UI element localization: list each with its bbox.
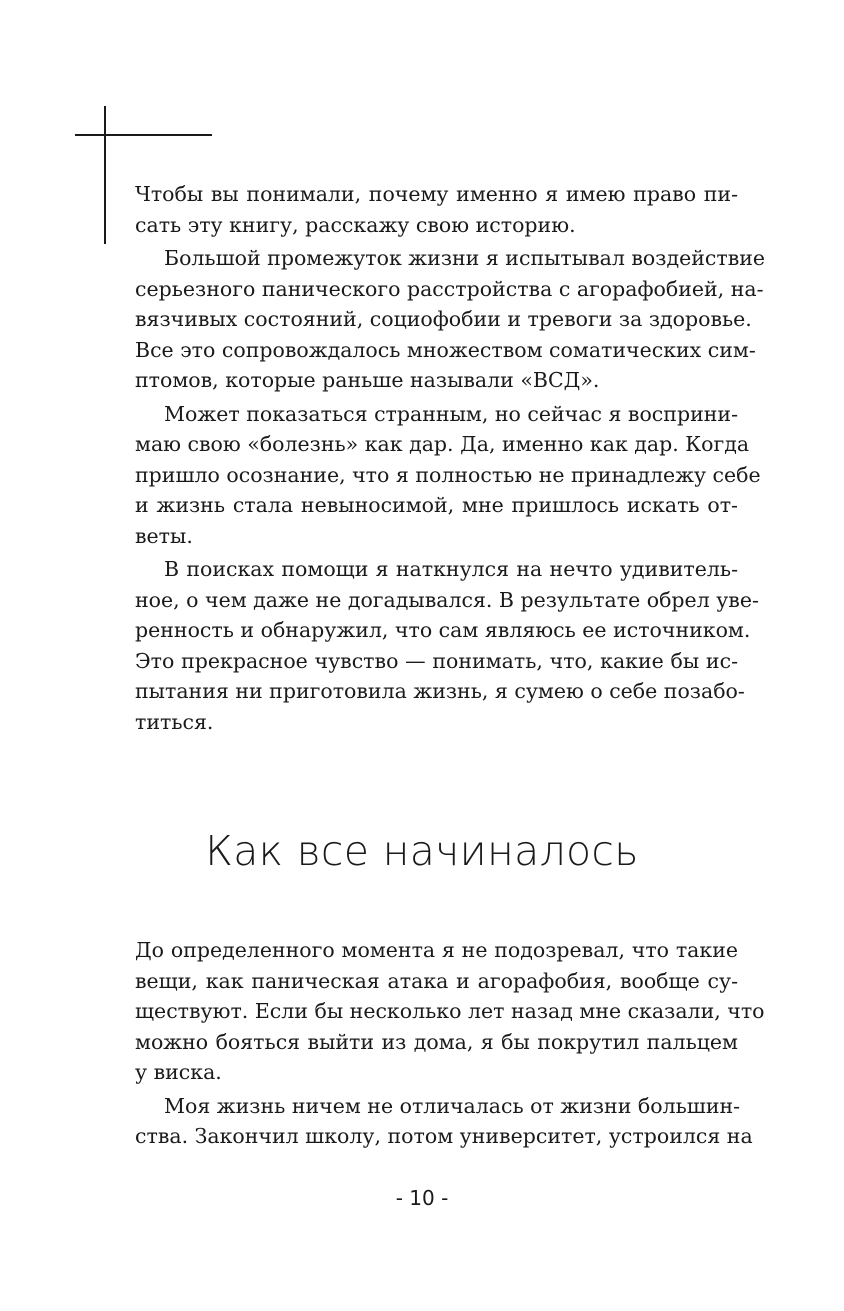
intro-paragraph-2 [135, 243, 766, 396]
text-line: серьезного панического расстройства с агорафобией, на- [135, 276, 764, 301]
text-line: и жизнь стала невыносимой, мне пришлось искать от- [135, 493, 738, 517]
intro-text [135, 179, 766, 740]
chapter-title: Как все начиналось [205, 827, 639, 875]
text-line: можно бояться выйти из дома, я бы покрутил пальцем [135, 1029, 738, 1054]
text-line: вещи, как паническая атака и агорафобия, вообще су- [135, 968, 738, 993]
text-line: сать эту книгу, расскажу свою историю. [135, 212, 576, 237]
text-line: ства. Закончил школу, потом университет, устроился на [135, 1124, 753, 1148]
page-number: - 10 - [395, 1186, 449, 1210]
text-line: Может показаться странным, но сейчас я восприни- [164, 401, 738, 426]
text-line: веты. [135, 523, 193, 548]
text-line: Моя жизнь ничем не отличалась от жизни большин- [164, 1093, 741, 1118]
intro-paragraph-1 [135, 179, 738, 240]
text-line: титься. [135, 709, 214, 734]
intro-paragraph-4 [135, 554, 759, 737]
text-line: у виска. [135, 1060, 222, 1084]
text-line: Большой промежуток жизни я испытывал воздействие [164, 246, 766, 270]
text-line: вязчивых состояний, социофобии и тревоги за здоровье. [135, 307, 752, 331]
crop-mark-horizontal [75, 134, 212, 136]
crop-mark-vertical [104, 106, 106, 244]
chapter-paragraph-1 [135, 935, 765, 1088]
chapter-paragraph-2 [135, 1091, 753, 1152]
text-line: пришло осознание, что я полностью не принадлежу себе [135, 462, 761, 487]
text-line: ренность и обнаружил, что сам являюсь ее источником. [135, 618, 751, 642]
text-line: маю свою «болезнь» как дар. Да, именно как дар. Когда [135, 432, 750, 456]
text-line: Это прекрасное чувство — понимать, что, какие бы ис- [135, 648, 738, 673]
text-line: птомов, которые раньше называли «ВСД». [135, 368, 600, 392]
chapter-body-text [135, 935, 765, 1155]
text-line: пытания ни приготовила жизнь, я сумею о себе позабо- [135, 679, 745, 703]
text-line: ществуют. Если бы несколько лет назад мне сказали, что [135, 999, 765, 1023]
text-line: Все это сопровождалось множеством соматических сим- [135, 337, 756, 362]
text-line: ное, о чем даже не догадывался. В результате обрел уве- [135, 587, 759, 612]
text-line: Чтобы вы понимали, почему именно я имею право пи- [135, 182, 738, 206]
intro-paragraph-3 [135, 399, 761, 552]
text-line: В поисках помощи я наткнулся на нечто удивитель- [164, 557, 738, 581]
text-line: До определенного момента я не подозревал, что такие [135, 938, 738, 962]
